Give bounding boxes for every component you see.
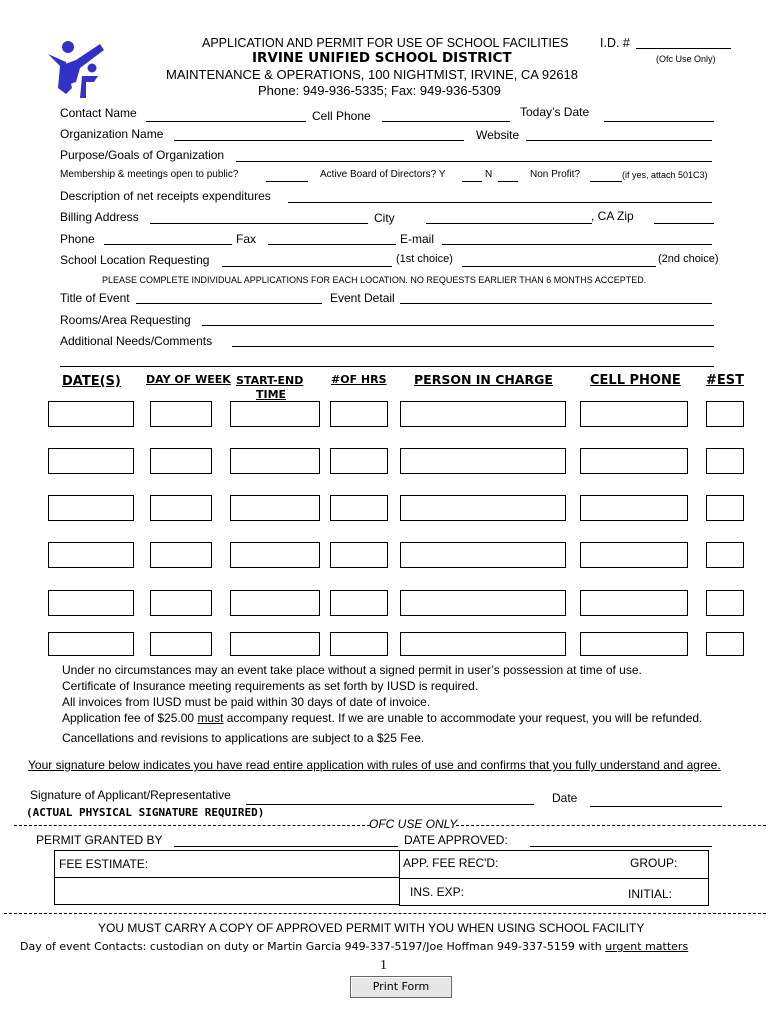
schedule-est-cell[interactable] [706, 542, 744, 568]
district-phone: Phone: 949-936-5335; Fax: 949-936-5309 [258, 83, 501, 98]
schedule-hrs-cell[interactable] [330, 542, 388, 568]
title-of-event-label: Title of Event [60, 291, 130, 305]
active-board-yes-field[interactable] [462, 181, 482, 182]
fax-field[interactable] [268, 244, 396, 245]
city-label: City [374, 211, 395, 225]
fax-label: Fax [236, 232, 257, 246]
schedule-person-cell[interactable] [400, 401, 566, 427]
district-address: MAINTENANCE & OPERATIONS, 100 NIGHTMIST, IRVINE, CA 92618 [166, 67, 579, 82]
office-use-only-label: OFC USE ONLY [369, 817, 458, 831]
rule-fee-must: must [197, 711, 224, 725]
active-board-no-label: N [485, 169, 493, 180]
todays-date-label: Today’s Date [520, 105, 590, 119]
schedule-est-cell[interactable] [706, 495, 744, 521]
group-label: GROUP: [630, 856, 678, 870]
signature-label: Signature of Applicant/Representative [30, 788, 231, 802]
agreement-statement: Your signature below indicates you have read entire application with rules of use and confirms that you fully understand and agree. [28, 758, 721, 772]
header-day-of-week: DAY OF WEEK [146, 373, 231, 386]
cell-phone-label: Cell Phone [312, 109, 371, 123]
app-fee-label: APP. FEE REC'D: [403, 856, 499, 870]
non-profit-label: Non Profit? [530, 169, 581, 180]
schedule-time-cell[interactable] [230, 632, 320, 656]
organization-name-label: Organization Name [60, 127, 164, 141]
individual-applications-note: PLEASE COMPLETE INDIVIDUAL APPLICATIONS FOR EACH LOCATION. NO REQUESTS EARLIER THAN 6 MONTHS ACCEPTED. [102, 275, 647, 285]
purpose-field[interactable] [236, 161, 712, 162]
zip-field[interactable] [654, 223, 714, 224]
header-est: #EST [706, 373, 745, 388]
schedule-person-cell[interactable] [400, 448, 566, 474]
organization-name-field[interactable] [174, 140, 464, 141]
cell-phone-field[interactable] [382, 121, 510, 122]
ins-exp-box[interactable] [399, 878, 709, 906]
todays-date-field[interactable] [604, 121, 714, 122]
permit-granted-label: PERMIT GRANTED BY [36, 833, 163, 847]
schedule-day-cell[interactable] [150, 448, 212, 474]
schedule-est-cell[interactable] [706, 448, 744, 474]
fee-estimate-box-2[interactable] [54, 877, 400, 905]
page-number: 1 [380, 958, 387, 973]
additional-needs-field[interactable] [232, 346, 714, 347]
fee-estimate-box[interactable] [54, 850, 400, 878]
non-profit-field[interactable] [590, 181, 622, 182]
header-dates: DATE(S) [62, 374, 121, 389]
billing-address-field[interactable] [150, 223, 368, 224]
header-time: TIME [256, 388, 287, 401]
additional-needs-field-2[interactable] [60, 366, 714, 367]
header-start-end: START-END [236, 374, 304, 387]
rule-cancellations: Cancellations and revisions to applications are subject to a $25 Fee. [62, 731, 425, 745]
header-person-in-charge: PERSON IN CHARGE [414, 372, 553, 387]
schedule-day-cell[interactable] [150, 542, 212, 568]
schedule-hrs-cell[interactable] [330, 495, 388, 521]
schedule-date-cell[interactable] [48, 448, 134, 474]
rooms-label: Rooms/Area Requesting [60, 313, 191, 327]
phone-label: Phone [60, 232, 95, 246]
email-label: E-mail [400, 232, 435, 246]
signature-field[interactable] [246, 804, 534, 805]
initial-label: INITIAL: [628, 887, 673, 901]
signature-date-label: Date [552, 791, 578, 805]
schedule-cell-cell[interactable] [580, 590, 688, 616]
rooms-field[interactable] [202, 325, 714, 326]
net-receipts-label: Description of net receipts expenditures [60, 189, 271, 203]
rule-application-fee [62, 711, 702, 725]
schedule-hrs-cell[interactable] [330, 632, 388, 656]
schedule-cell-cell[interactable] [580, 495, 688, 521]
phone-field[interactable] [104, 244, 232, 245]
schedule-person-cell[interactable] [400, 632, 566, 656]
title-of-event-field[interactable] [136, 303, 322, 304]
schedule-time-cell[interactable] [230, 401, 320, 427]
schedule-hrs-cell[interactable] [330, 401, 388, 427]
schedule-date-cell[interactable] [48, 632, 134, 656]
header-cell-phone: CELL PHONE [590, 373, 681, 388]
second-choice-label: (2nd choice) [658, 253, 719, 265]
id-label: I.D. # [600, 36, 630, 50]
event-detail-label: Event Detail [330, 291, 395, 305]
contact-name-field[interactable] [146, 121, 306, 122]
district-name: IRVINE UNIFIED SCHOOL DISTRICT [252, 50, 512, 66]
fee-estimate-label: FEE ESTIMATE: [59, 857, 149, 871]
carry-permit-notice: YOU MUST CARRY A COPY OF APPROVED PERMIT WITH YOU WHEN USING SCHOOL FACILITY [98, 921, 645, 935]
schedule-day-cell[interactable] [150, 401, 212, 427]
signature-date-field[interactable] [590, 806, 722, 807]
schedule-cell-cell[interactable] [580, 401, 688, 427]
website-label: Website [476, 128, 520, 142]
active-board-label: Active Board of Directors? Y [320, 169, 446, 180]
email-field[interactable] [442, 244, 712, 245]
schedule-hrs-cell[interactable] [330, 448, 388, 474]
schedule-time-cell[interactable] [230, 448, 320, 474]
schedule-date-cell[interactable] [48, 590, 134, 616]
membership-field[interactable] [266, 181, 308, 182]
schedule-cell-cell[interactable] [580, 448, 688, 474]
urgent-matters: urgent matters [605, 940, 689, 953]
active-board-no-field[interactable] [498, 181, 518, 182]
schedule-person-cell[interactable] [400, 495, 566, 521]
event-contacts-text: Day of event Contacts: custodian on duty or Martin Garcia 949-337-5197/Joe Hoffman 949-337-5159 with [20, 940, 606, 953]
event-detail-field[interactable] [400, 303, 712, 304]
billing-address-label: Billing Address [60, 210, 139, 224]
schedule-date-cell[interactable] [48, 542, 134, 568]
membership-label: Membership & meetings open to public? [60, 169, 239, 180]
schedule-date-cell[interactable] [48, 495, 134, 521]
schedule-est-cell[interactable] [706, 590, 744, 616]
print-form-button[interactable]: Print Form [350, 976, 452, 998]
rule-insurance: Certificate of Insurance meeting requirements as set forth by IUSD is required. [62, 679, 479, 693]
schedule-date-cell[interactable] [48, 401, 134, 427]
city-field[interactable] [426, 223, 592, 224]
non-profit-note: (if yes, attach 501C3) [622, 170, 708, 180]
schedule-cell-cell[interactable] [580, 632, 688, 656]
schedule-time-cell[interactable] [230, 495, 320, 521]
website-field[interactable] [526, 140, 712, 141]
net-receipts-field[interactable] [288, 202, 712, 203]
id-field[interactable] [636, 48, 731, 49]
rule-invoices: All invoices from IUSD must be paid within 30 days of date of invoice. [62, 695, 431, 709]
date-approved-field[interactable] [530, 846, 712, 847]
office-divider-left [14, 825, 370, 826]
school-location-first-field[interactable] [222, 266, 392, 267]
schedule-time-cell[interactable] [230, 542, 320, 568]
schedule-day-cell[interactable] [150, 632, 212, 656]
rule-fee-post: accompany request. If we are unable to accommodate your request, you will be refunded. [223, 711, 703, 725]
school-location-label: School Location Requesting [60, 253, 210, 267]
app-fee-box[interactable] [399, 850, 709, 879]
permit-granted-field[interactable] [174, 846, 398, 847]
ofc-use-only-note: (Ofc Use Only) [656, 54, 716, 64]
event-contacts [20, 940, 688, 953]
district-logo [46, 38, 108, 100]
first-choice-label: (1st choice) [396, 253, 453, 265]
schedule-person-cell[interactable] [400, 542, 566, 568]
ins-exp-label: INS. EXP: [410, 885, 465, 899]
schedule-cell-cell[interactable] [580, 542, 688, 568]
schedule-est-cell[interactable] [706, 401, 744, 427]
schedule-time-cell[interactable] [230, 590, 320, 616]
schedule-day-cell[interactable] [150, 495, 212, 521]
schedule-day-cell[interactable] [150, 590, 212, 616]
schedule-hrs-cell[interactable] [330, 590, 388, 616]
office-divider-right [456, 825, 766, 826]
physical-signature-note: (ACTUAL PHYSICAL SIGNATURE REQUIRED) [26, 806, 265, 819]
purpose-label: Purpose/Goals of Organization [60, 148, 225, 162]
date-approved-label: DATE APPROVED: [404, 833, 508, 847]
rule-fee-pre: Application fee of $25.00 [62, 711, 198, 725]
school-location-second-field[interactable] [462, 266, 656, 267]
header-hrs: #OF HRS [331, 373, 387, 386]
footer-divider [4, 913, 766, 914]
additional-needs-label: Additional Needs/Comments [60, 334, 213, 348]
rule-signed-permit: Under no circumstances may an event take place without a signed permit in user’s possession at time of use. [62, 663, 642, 677]
ca-zip-label: , CA Zip [591, 209, 634, 223]
contact-name-label: Contact Name [60, 106, 137, 120]
form-title: APPLICATION AND PERMIT FOR USE OF SCHOOL FACILITIES [202, 36, 569, 50]
schedule-person-cell[interactable] [400, 590, 566, 616]
schedule-est-cell[interactable] [706, 632, 744, 656]
